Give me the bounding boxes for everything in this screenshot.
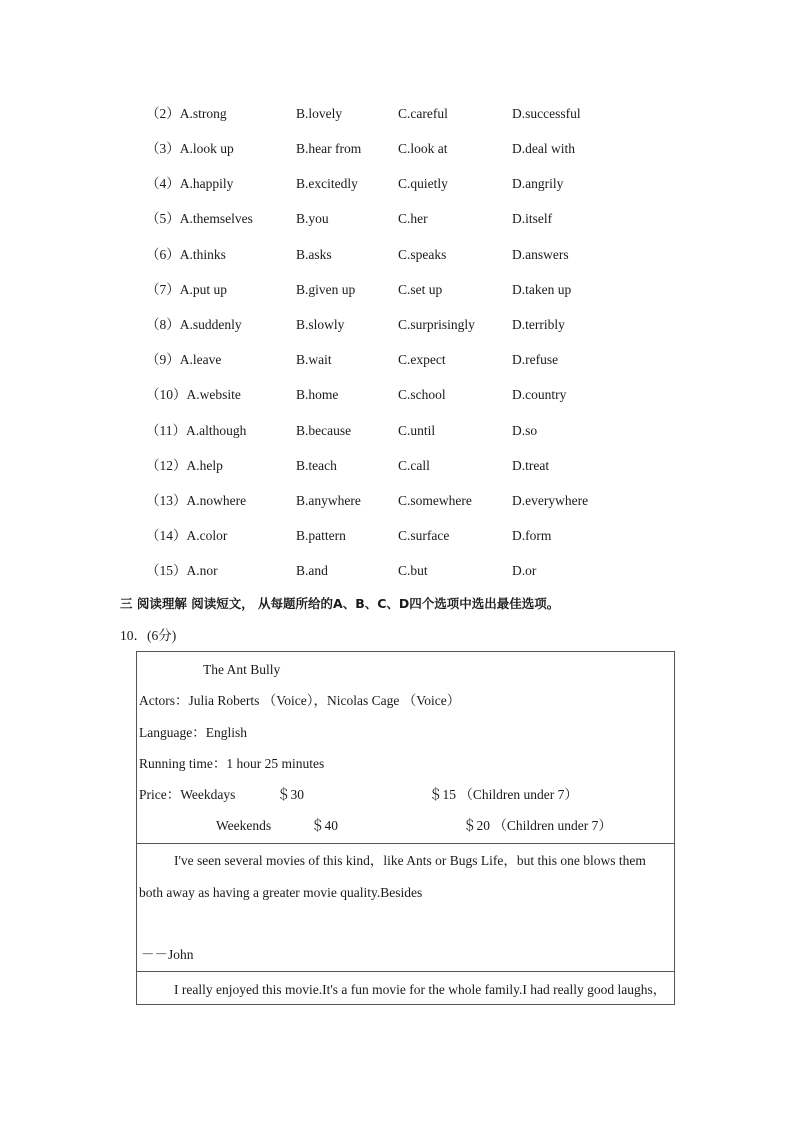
option-c: C.surface (398, 528, 450, 543)
option-b: B.slowly (296, 317, 345, 332)
option-d: D.taken up (512, 282, 572, 297)
option-b: B.wait (296, 352, 332, 367)
review-text: both away as having a greater movie quality.Besides (139, 885, 423, 900)
option-d: D.refuse (512, 352, 559, 367)
option-a: （14）A.color (146, 528, 228, 543)
option-c: C.surprisingly (398, 317, 475, 332)
option-c: C.look at (398, 141, 448, 156)
option-c: C.speaks (398, 247, 447, 262)
option-b: B.home (296, 387, 339, 402)
review-text: I really enjoyed this movie.It's a fun movie for the whole family.I had really good laughs， (174, 982, 667, 997)
divider (137, 971, 674, 972)
option-d: D.angrily (512, 176, 564, 191)
option-a: （4）A.happily (146, 176, 234, 191)
option-a: （5）A.themselves (146, 211, 253, 226)
option-a: （15）A.nor (146, 563, 218, 578)
option-a: （6）A.thinks (146, 247, 226, 262)
weekday-price: ＄30 (277, 787, 304, 802)
option-a: （8）A.suddenly (146, 317, 242, 332)
movie-actors: Actors：Julia Roberts （Voice），Nicolas Cage （Voice） (139, 693, 461, 708)
option-a: （7）A.put up (146, 282, 227, 297)
option-a: （13）A.nowhere (146, 493, 247, 508)
option-c: C.quietly (398, 176, 448, 191)
weekday-child-price: ＄15 （Children under 7） (429, 787, 578, 802)
option-b: B.asks (296, 247, 332, 262)
option-b: B.given up (296, 282, 356, 297)
option-c: C.set up (398, 282, 443, 297)
option-b: B.you (296, 211, 329, 226)
option-d: D.form (512, 528, 552, 543)
section-heading: 三 阅读理解 阅读短文， 从每题所给的A、B、C、D四个选项中选出最佳选项。 (120, 596, 560, 611)
weekend-price: ＄40 (311, 818, 338, 833)
movie-title: The Ant Bully (203, 662, 281, 677)
option-b: B.anywhere (296, 493, 361, 508)
review-text: I've seen several movies of this kind，like Ants or Bugs Life，but this one blows them (174, 853, 646, 868)
option-b: B.excitedly (296, 176, 358, 191)
option-a: （2）A.strong (146, 106, 227, 121)
option-c: C.expect (398, 352, 446, 367)
option-b: B.hear from (296, 141, 362, 156)
option-b: B.because (296, 423, 352, 438)
option-a: （12）A.help (146, 458, 223, 473)
movie-running-time: Running time：1 hour 25 minutes (139, 756, 325, 771)
option-c: C.until (398, 423, 436, 438)
option-c: C.careful (398, 106, 448, 121)
option-c: C.her (398, 211, 428, 226)
option-c: C.call (398, 458, 430, 473)
option-d: D.answers (512, 247, 569, 262)
divider (137, 843, 674, 844)
option-b: B.pattern (296, 528, 346, 543)
review-author: －－John (141, 947, 194, 962)
option-d: D.everywhere (512, 493, 589, 508)
weekend-label: Weekends (216, 818, 272, 833)
option-d: D.country (512, 387, 567, 402)
option-d: D.treat (512, 458, 550, 473)
weekend-child-price: ＄20 （Children under 7） (463, 818, 612, 833)
price-label: Price：Weekdays (139, 787, 236, 802)
option-b: B.lovely (296, 106, 343, 121)
option-c: C.somewhere (398, 493, 472, 508)
option-d: D.terribly (512, 317, 565, 332)
movie-language: Language：English (139, 725, 247, 740)
option-d: D.so (512, 423, 538, 438)
option-b: B.and (296, 563, 328, 578)
option-d: D.successful (512, 106, 581, 121)
reading-passage-box (136, 651, 675, 1005)
option-d: D.itself (512, 211, 553, 226)
option-b: B.teach (296, 458, 337, 473)
option-d: D.or (512, 563, 537, 578)
option-a: （10）A.website (146, 387, 241, 402)
option-c: C.but (398, 563, 428, 578)
option-a: （9）A.leave (146, 352, 222, 367)
option-c: C.school (398, 387, 446, 402)
option-a: （11）A.although (146, 423, 247, 438)
option-d: D.deal with (512, 141, 575, 156)
option-a: （3）A.look up (146, 141, 234, 156)
question-label: 10．(6分) (120, 628, 177, 643)
